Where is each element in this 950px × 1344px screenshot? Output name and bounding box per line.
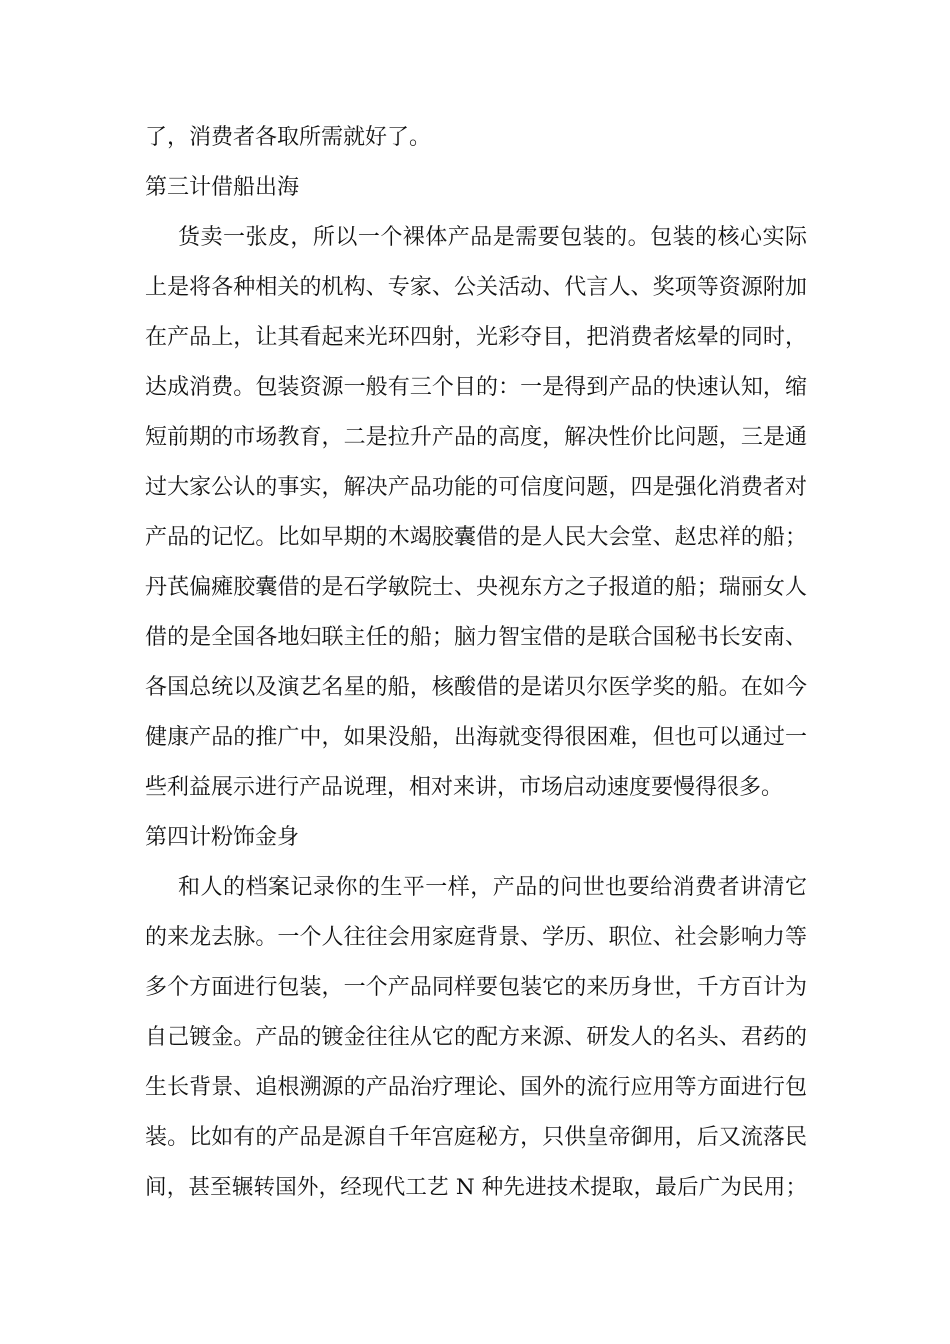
text-line: 各国总统以及演艺名星的船，核酸借的是诺贝尔医学奖的船。在如今 [145,675,807,700]
text-line: 间，甚至辗转国外，经现代工艺 N 种先进技术提取，最后广为民用； [145,1175,807,1200]
section-heading: 第三计借船出海 [145,175,300,200]
text-line: 在产品上，让其看起来光环四射，光彩夺目，把消费者炫晕的同时， [145,325,807,350]
text-line: 生长背景、追根溯源的产品治疗理论、国外的流行应用等方面进行包 [145,1075,807,1100]
text-line: 健康产品的推广中，如果没船，出海就变得很困难，但也可以通过一 [145,725,807,750]
text-line: 装。比如有的产品是源自千年宫庭秘方，只供皇帝御用，后又流落民 [145,1125,807,1150]
paragraph-first-line: 货卖一张皮，所以一个裸体产品是需要包装的。包装的核心实际 [178,225,807,250]
text-line: 自己镀金。产品的镀金往往从它的配方来源、研发人的名头、君药的 [145,1025,807,1050]
section-heading: 第四计粉饰金身 [145,825,300,850]
text-line: 上是将各种相关的机构、专家、公关活动、代言人、奖项等资源附加 [145,275,807,300]
text-line: 多个方面进行包装，一个产品同样要包装它的来历身世，千方百计为 [145,975,807,1000]
paragraph-first-line: 和人的档案记录你的生平一样，产品的问世也要给消费者讲清它 [178,875,807,900]
text-line: 丹芪偏瘫胶囊借的是石学敏院士、央视东方之子报道的船；瑞丽女人 [145,575,807,600]
paragraph-last-line: 些利益展示进行产品说理，相对来讲，市场启动速度要慢得很多。 [145,775,784,800]
text-line: 短前期的市场教育，二是拉升产品的高度，解决性价比问题，三是通 [145,425,807,450]
text-line: 的来龙去脉。一个人往往会用家庭背景、学历、职位、社会影响力等 [145,925,807,950]
text-line: 了，消费者各取所需就好了。 [145,125,432,150]
text-line: 借的是全国各地妇联主任的船；脑力智宝借的是联合国秘书长安南、 [145,625,807,650]
text-line: 达成消费。包装资源一般有三个目的：一是得到产品的快速认知，缩 [145,375,807,400]
text-line: 过大家公认的事实，解决产品功能的可信度问题，四是强化消费者对 [145,475,807,500]
text-line: 产品的记忆。比如早期的木竭胶囊借的是人民大会堂、赵忠祥的船； [145,525,807,550]
